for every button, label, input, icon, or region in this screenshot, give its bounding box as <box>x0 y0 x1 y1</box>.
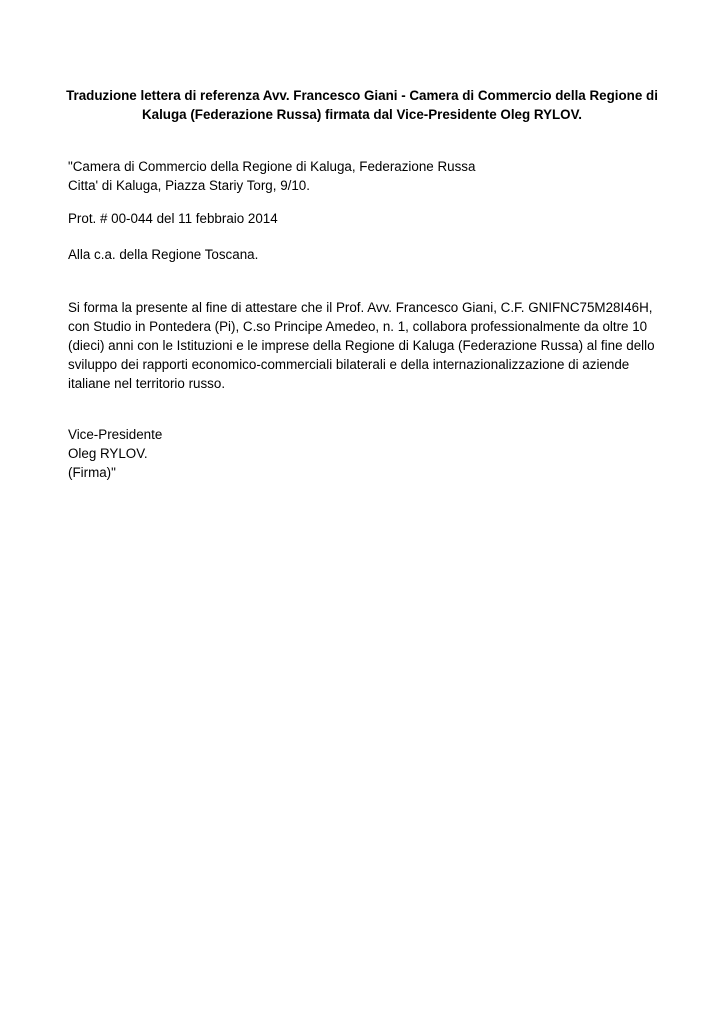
recipient-text: Alla c.a. della Regione Toscana. <box>68 247 259 262</box>
document-title <box>60 86 664 124</box>
protocol-text: Prot. # 00-044 del 11 febbraio 2014 <box>68 211 278 226</box>
organization-address: Citta' di Kaluga, Piazza Stariy Torg, 9/10. <box>68 178 310 193</box>
signature-note: (Firma)" <box>68 465 116 480</box>
signature-block <box>68 425 668 482</box>
title-line-2: Kaluga (Federazione Russa) firmata dal Vice-Presidente Oleg RYLOV. <box>141 107 583 122</box>
body-line: sviluppo dei rapporti economico-commerciali bilaterali e della internazionalizzazione di aziende <box>68 357 630 372</box>
body-line: Si forma la presente al fine di attestare che il Prof. Avv. Francesco Giani, C.F. GNIFNC75M28I46H, <box>68 300 653 315</box>
protocol-number <box>68 209 668 228</box>
organization-name: "Camera di Commercio della Regione di Kaluga, Federazione Russa <box>68 159 476 174</box>
title-line-1: Traduzione lettera di referenza Avv. Francesco Giani - Camera di Commercio della Regione di <box>66 88 658 103</box>
body-line: (dieci) anni con le Istituzioni e le imprese della Regione di Kaluga (Federazione Russa) al fine dello <box>68 338 655 353</box>
organization-header <box>68 157 668 195</box>
recipient-line <box>68 245 668 264</box>
signature-role: Vice-Presidente <box>68 427 163 442</box>
body-line: italiane nel territorio russo. <box>68 376 226 391</box>
body-line: con Studio in Pontedera (Pi), C.so Principe Amedeo, n. 1, collabora professionalmente da oltre 10 <box>68 319 648 334</box>
body-paragraph <box>68 298 668 393</box>
signature-name: Oleg RYLOV. <box>68 446 148 461</box>
